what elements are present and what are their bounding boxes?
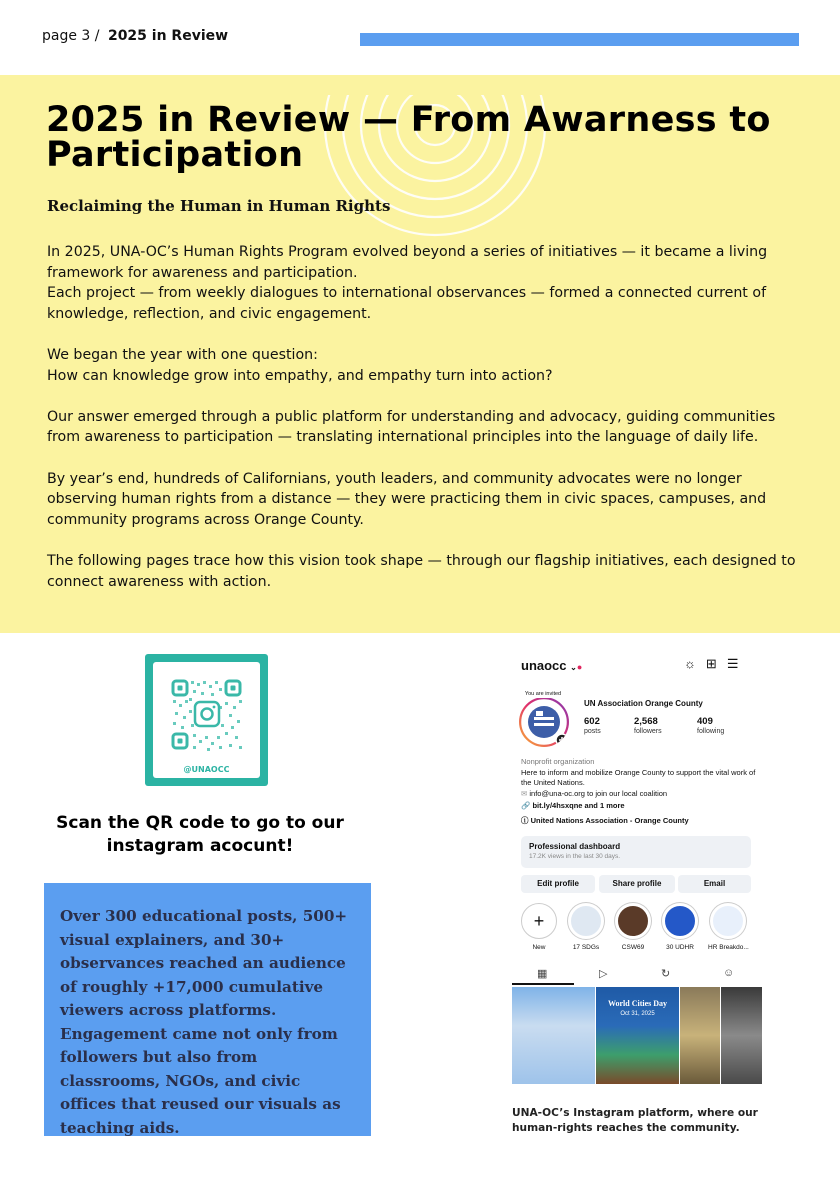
followers-value: 2,568 (634, 716, 658, 727)
link-icon: 🔗 (521, 801, 531, 810)
qr-code-card[interactable] (145, 654, 268, 786)
highlight-thumb (662, 903, 698, 939)
highlight-sdgs[interactable] (566, 903, 606, 951)
highlight-hr-breakdown[interactable] (708, 903, 748, 951)
header-accent-bar (360, 33, 799, 46)
ig-email-line: info@una-oc.org to join our local coalition (529, 788, 668, 798)
post-thumbnail[interactable] (721, 987, 762, 1084)
highlight-thumb (710, 903, 746, 939)
posts-label: posts (584, 728, 601, 735)
posts-value: 602 (584, 716, 600, 727)
ig-tab-bar (512, 965, 762, 985)
plus-icon: + (521, 903, 557, 939)
ig-post-grid (512, 987, 762, 1084)
active-tab-indicator (512, 983, 574, 985)
reels-icon[interactable]: ▷ (599, 968, 608, 980)
post-thumbnail[interactable] (512, 987, 595, 1084)
ig-profile-name: UN Association Orange County (584, 699, 703, 708)
qr-code-panel (153, 662, 260, 778)
intro-body (47, 242, 807, 613)
paragraph-line: We began the year with one question: (47, 346, 318, 363)
highlight-label: 30 UDHR (666, 944, 694, 951)
ig-following-count[interactable] (697, 716, 724, 735)
page-title: 2025 in Review — From Awarness to Participation (46, 100, 771, 175)
subtitle: Reclaiming the Human in Human Rights (47, 197, 391, 215)
post-thumbnail[interactable] (680, 987, 720, 1084)
add-post-icon[interactable]: ⊞ (705, 656, 727, 671)
following-label: following (697, 728, 725, 735)
ig-posts-count[interactable] (584, 716, 601, 735)
paragraph: By year’s end, hundreds of Californians, youth leaders, and community advocates were no longer observing human rights from a distance — they were practicing them in civic spaces, campuses, and community programs across Orange County. (47, 470, 767, 528)
ig-handle-text: unaocc (521, 658, 567, 673)
instagram-profile-screenshot (512, 650, 762, 1088)
paragraph: The following pages trace how this vision took shape — through our flagship initiatives, each designed to connect awareness with action. (47, 552, 796, 590)
threads-icon[interactable]: ☼ (684, 656, 706, 671)
paragraph-line: In 2025, UNA-OC’s Human Rights Program evolved beyond a series of initiatives — it became a living framework for awareness and participation. (47, 244, 768, 281)
share-profile-button[interactable]: Share profile (599, 875, 675, 893)
post-thumbnail[interactable] (596, 987, 679, 1084)
highlight-label: HR Breakdo... (708, 944, 749, 951)
email-button[interactable]: Email (678, 875, 751, 893)
post-date: Oct 31, 2025 (620, 1011, 655, 1017)
ig-category: Nonprofit organization (521, 757, 595, 766)
paragraph (47, 345, 807, 386)
avatar[interactable] (519, 697, 569, 747)
paragraph (47, 242, 807, 324)
highlight-thumb (568, 903, 604, 939)
paragraph-line: Each project — from weekly dialogues to international observances — formed a connected current of knowledge, reflection, and civic engagement. (47, 285, 767, 322)
qr-code-image (153, 666, 260, 766)
ig-bio-text: Here to inform and mobilize Orange County to support the vital work of the United Nations. (521, 767, 756, 787)
stats-callout (44, 883, 371, 1136)
facebook-icon: ⓘ (521, 815, 529, 825)
highlight-thumb (615, 903, 651, 939)
ig-invited-note: You are invited (524, 691, 562, 697)
ig-top-actions (684, 656, 748, 672)
highlight-label: New (532, 944, 546, 951)
highlight-udhr[interactable] (660, 903, 700, 951)
ig-bio (521, 757, 757, 826)
following-value: 409 (697, 716, 713, 727)
paragraph: Our answer emerged through a public platform for understanding and advocacy, guiding communities from awareness to participation — translating international principles into the language of daily life. (47, 408, 776, 446)
ig-handle[interactable] (521, 658, 582, 673)
ig-link[interactable]: bit.ly/4hsxqne and 1 more (532, 801, 625, 810)
notification-dot-icon: ● (576, 662, 583, 672)
highlight-label: 17 SDGs (572, 944, 600, 951)
stats-text: Over 300 educational posts, 500+ visual explainers, and 30+ observances reached an audience of roughly +17,000 cumulative viewers across platforms. Engagement came not only from followers but also from classrooms, NGOs, and civic offices that reused our visuals as teaching aids. (60, 907, 348, 1137)
qr-handle-label: @UNAOCC (183, 765, 230, 774)
ig-followers-count[interactable] (634, 716, 662, 735)
ig-professional-dashboard[interactable] (521, 836, 751, 868)
paragraph-line: How can knowledge grow into empathy, and empathy turn into action? (47, 367, 553, 384)
edit-profile-button[interactable]: Edit profile (521, 875, 595, 893)
repost-icon[interactable]: ↻ (661, 968, 671, 980)
grid-icon[interactable]: ▦ (537, 968, 548, 980)
highlight-new[interactable] (519, 903, 559, 951)
highlight-label: CSW69 (621, 944, 645, 951)
mail-icon: ✉ (521, 788, 528, 798)
highlight-csw69[interactable] (613, 903, 653, 951)
qr-caption: Scan the QR code to go to our instagram acocunt! (56, 813, 344, 856)
page-header (0, 0, 840, 75)
instagram-caption: UNA-OC’s Instagram platform, where our human-rights reaches the community. (512, 1107, 758, 1134)
running-header (42, 28, 228, 44)
post-title: World Cities Day (607, 999, 668, 1008)
tagged-icon[interactable]: ☺ (723, 967, 735, 979)
dashboard-subtitle: 17.2K views in the last 30 days. (529, 853, 621, 860)
ig-page-link[interactable]: United Nations Association - Orange County (530, 815, 689, 825)
menu-icon[interactable]: ☰ (726, 656, 749, 671)
chevron-down-icon: ⌄ (570, 663, 577, 672)
section-title: 2025 in Review (107, 28, 229, 44)
page-number: page 3 / (42, 28, 100, 44)
followers-label: followers (634, 728, 662, 735)
dashboard-title: Professional dashboard (529, 842, 621, 851)
